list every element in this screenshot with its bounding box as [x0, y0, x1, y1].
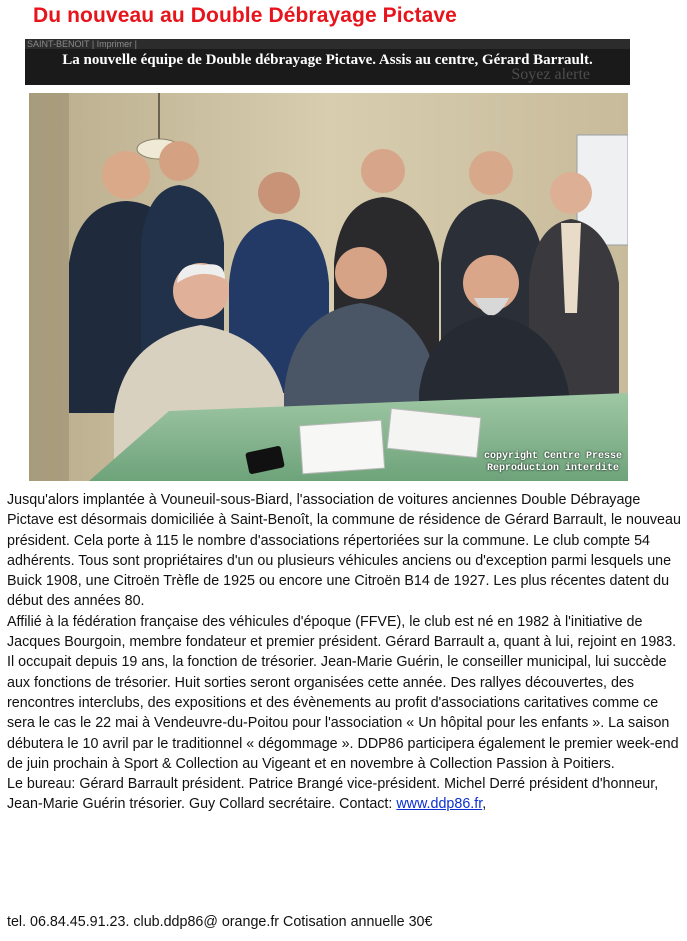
page-title: Du nouveau au Double Débrayage Pictave: [33, 4, 457, 27]
article-paragraph-bureau: [7, 774, 683, 815]
photo-copyright: [484, 451, 622, 475]
article-body: [7, 490, 683, 815]
photo-caption: La nouvelle équipe de Double débrayage Pictave. Assis au centre, Gérard Barrault.: [62, 52, 593, 68]
bureau-text: Le bureau: Gérard Barrault président. Patrice Brangé vice-président. Michel Derré président d'honneur, Jean-Marie Guérin trésorier. Guy Collard secrétaire. Contact:: [7, 776, 659, 813]
banner-background-text-faded: Soyez alerte: [511, 66, 590, 83]
banner-background-text: SAINT-BENOIT | Imprimer |: [27, 39, 138, 49]
copyright-line-1: copyright Centre Presse: [483, 451, 622, 462]
contact-line: tel. 06.84.45.91.23. club.ddp86@ orange.fr Cotisation annuelle 30€: [7, 914, 433, 930]
group-photo: [29, 93, 628, 481]
copyright-line-2: Reproduction interdite: [486, 463, 619, 474]
website-link[interactable]: www.ddp86.fr: [396, 796, 483, 813]
article-paragraph: Jusqu'alors implantée à Vouneuil-sous-Biard, l'association de voitures anciennes Double Débrayage Pictave est désormais domiciliée à Saint-Benoît, la commune de résidence de Gérard Barrault, le nouveau président. Cela porte à 115 le nombre d'associations répertoriées sur la commune. Le club compte 54 adhérents. Tous sont propriétaires d'un ou plusieurs véhicules anciens ou d'exception parmi lesquels une Buick 1908, une Citroën Trèfle de 1925 ou encore une Citroën B14 de 1927. Les plus récentes datent du début des années 80.: [7, 492, 681, 610]
group-photo-illustration: [29, 93, 628, 481]
caption-banner: [25, 39, 630, 85]
link-trailing-comma: ,: [482, 796, 487, 813]
article-paragraph: Affilié à la fédération française des véhicules d'époque (FFVE), le club est né en 1982 à l'initiative de Jacques Bourgoin, membre fondateur et premier président. Gérard Barrault a, quant à lui, rejoint en 1983. Il occupait depuis 19 ans, la fonction de trésorier. Jean-Marie Guérin, le conseiller municipal, lui succède aux fonctions de trésorier. Huit sorties seront organisées cette année. Des rallyes découvertes, des rencontres interclubs, des expositions et des évènements au profit d'associations caritatives comme ce sera le cas le 22 mai à Vendeuvre-du-Poitou pour l'association « Un hôpital pour les enfants ». La saison débutera le 10 avril par le traditionnel « dégommage ». DDP86 participera également le premier week-end de juin prochain à Sport & Collection au Vigeant et en novembre à Collection Passion à Poitiers.: [7, 613, 679, 772]
